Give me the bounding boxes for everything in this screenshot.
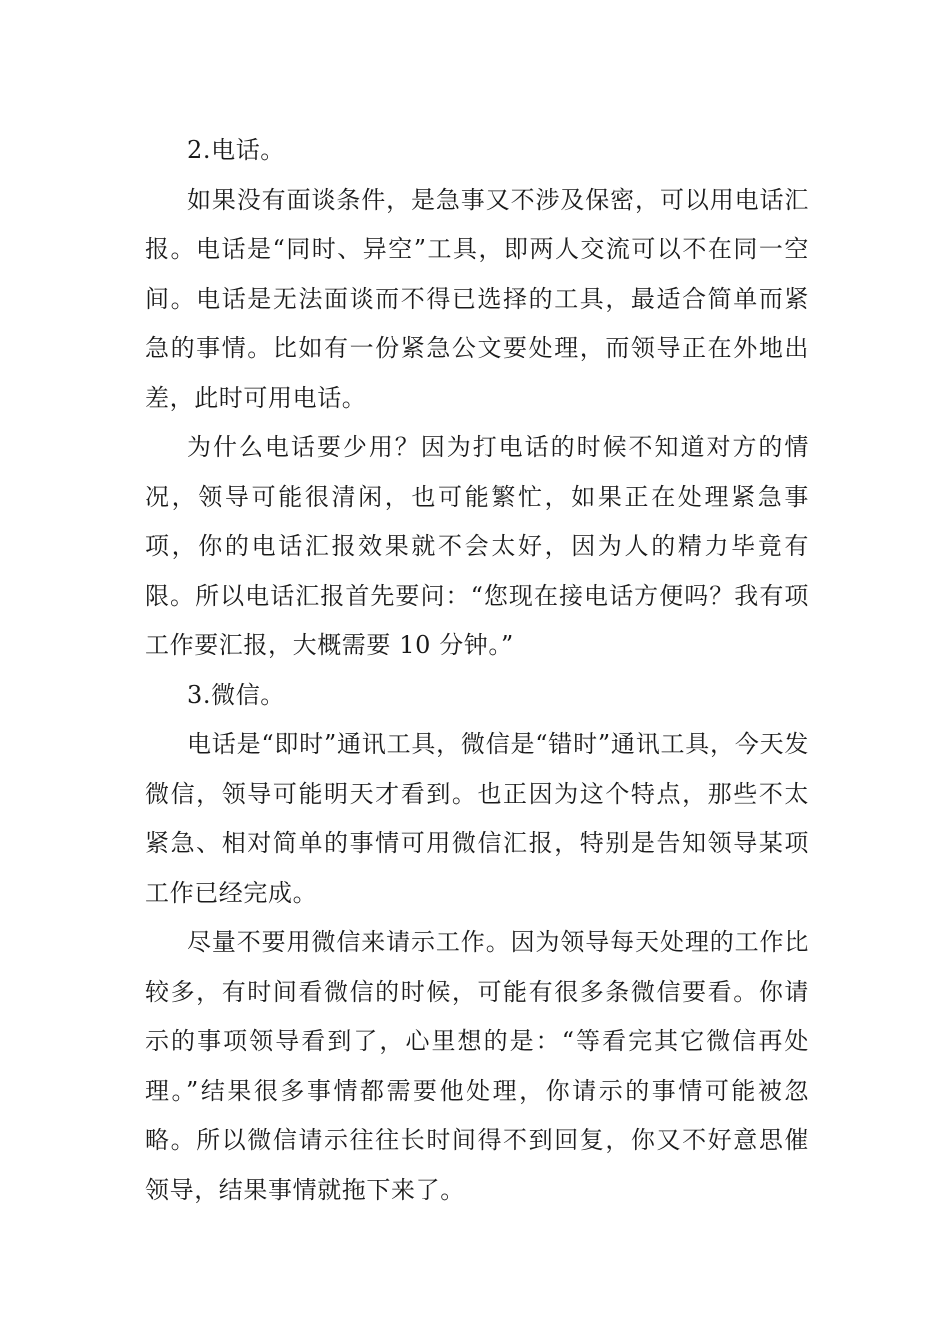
paragraph-wechat-usage: 电话是“即时”通讯工具，微信是“错时”通讯工具，今天发微信，领导可能明天才看到。也正因为这个特点，那些不太紧急、相对简单的事情可用微信汇报，特别是告知领导某项工作已经完成。 <box>145 730 809 907</box>
section-heading-wechat: 3.微信。 <box>187 680 285 709</box>
section-heading-phone: 2.电话。 <box>187 136 285 164</box>
paragraph-wechat-caution: 尽量不要用微信来请示工作。因为领导每天处理的工作比较多，有时间看微信的时候，可能有很多条微信要看。你请示的事项领导看到了，心里想的是：“等看完其它微信再处理。”结果很多事情都需要他处理，你请示的事情可能被忽略。所以微信请示往往长时间得不到回复，你又不好意思催领导，结果事情就拖下来了。 <box>145 928 809 1204</box>
paragraph-phone-usage: 如果没有面谈条件，是急事又不涉及保密，可以用电话汇报。电话是“同时、异空”工具，即两人交流可以不在同一空间。电话是无法面谈而不得已选择的工具，最适合简单而紧急的事情。比如有一份紧急公文要处理，而领导正在外地出差，此时可用电话。 <box>145 185 809 412</box>
paragraph-phone-caution: 为什么电话要少用？因为打电话的时候不知道对方的情况，领导可能很清闲，也可能繁忙，如果正在处理紧急事项，你的电话汇报效果就不会太好，因为人的精力毕竟有限。所以电话汇报首先要问：“您现在接电话方便吗？我有项工作要汇报，大概需要 10 分钟。” <box>145 433 809 659</box>
document-body <box>145 126 809 1215</box>
